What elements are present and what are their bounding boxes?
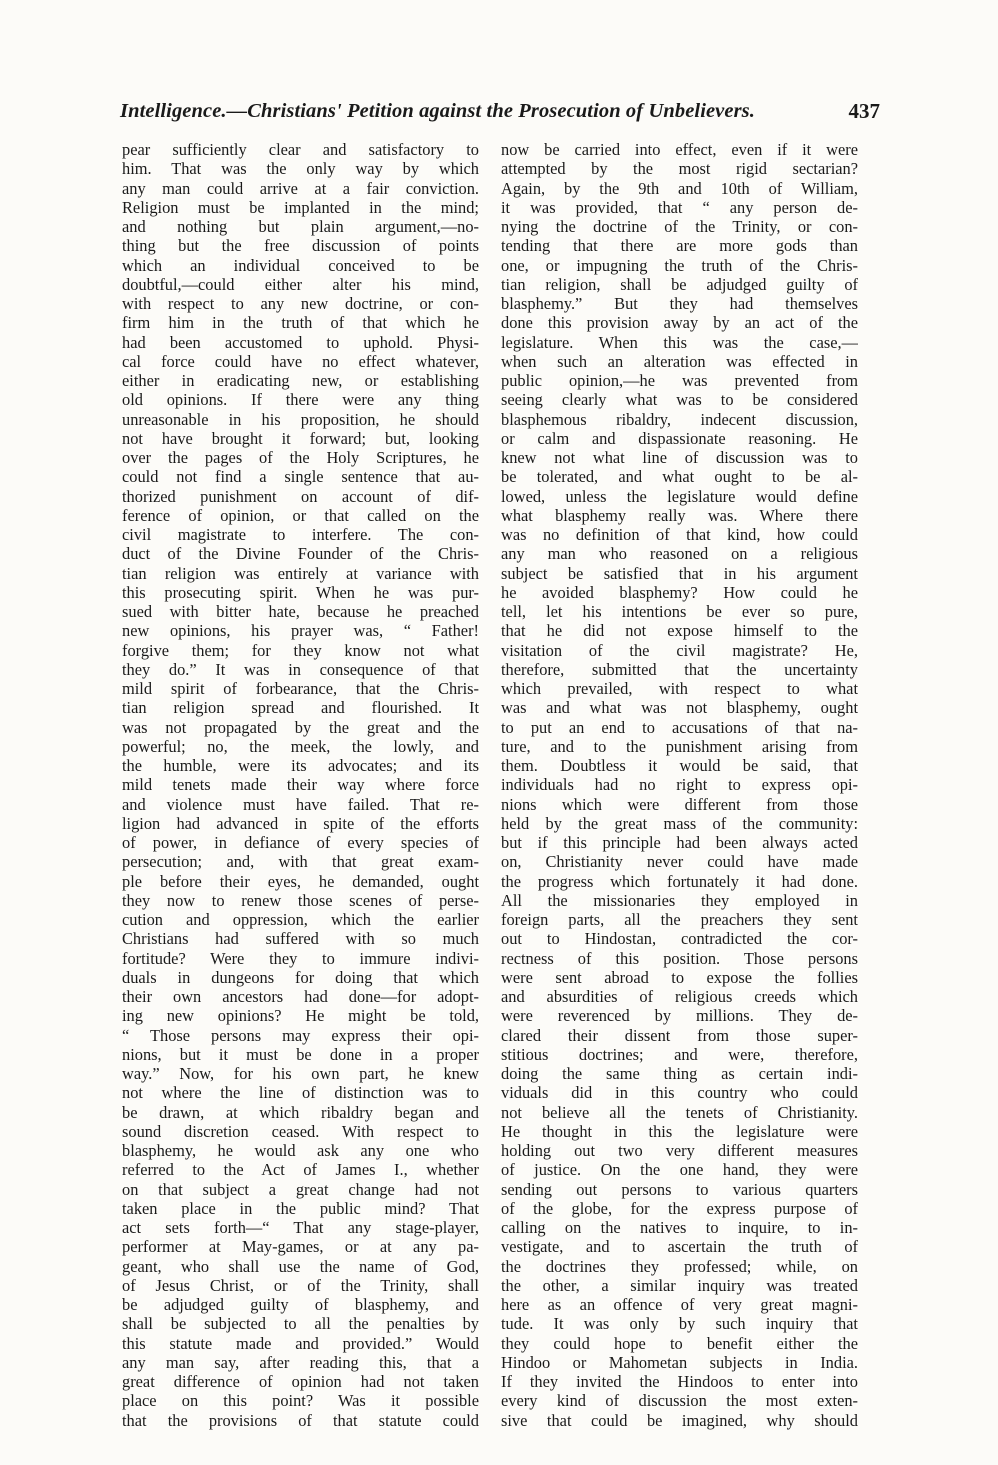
text-line: and violence must have failed. That re- [122,794,479,814]
text-line: blasphemous ribaldry, indecent discussion, [501,409,858,429]
text-line: here as an offence of very great magni- [501,1295,858,1314]
text-line: out to Hindostan, contradicted the cor- [501,929,858,949]
text-line: shall be subjected to all the penalties by [122,1314,479,1334]
text-line: had been accustomed to uphold. Physi- [122,332,479,352]
text-line: tian religion was entirely at variance with [122,563,479,583]
text-line: was and what was not blasphemy, ought [501,698,858,718]
text-line: ing new opinions? He might be told, [122,1006,479,1026]
text-line: viduals did in this country who could [501,1083,858,1103]
text-line: doing the same thing as certain indi- [501,1064,858,1083]
text-line: sending out persons to various quarters [501,1179,858,1199]
text-line: calling on the natives to inquire, to in- [501,1218,858,1237]
text-line: were sent abroad to expose the follies [501,967,858,987]
text-line: ple before their eyes, he demanded, ought [122,871,479,891]
text-line: which prevailed, with respect to what [501,679,858,698]
text-line: with respect to any new doctrine, or con- [122,294,479,313]
text-line: “ Those persons may express their opi- [122,1025,479,1045]
text-line: performer at May-games, or at any pa- [122,1237,479,1257]
left-column [122,140,479,1430]
text-line: blasphemy, he would ask any one who [122,1141,479,1160]
text-line: Again, by the 9th and 10th of William, [501,178,858,198]
text-line: visitation of the civil magistrate? He, [501,640,858,660]
text-line: of Jesus Christ, or of the Trinity, shall [122,1275,479,1295]
text-line: seeing clearly what was to be considered [501,390,858,410]
text-line: be drawn, at which ribaldry began and [122,1102,479,1122]
text-line: was no definition of that kind, how could [501,525,858,544]
text-line: All the missionaries they employed in [501,890,858,910]
text-line: old opinions. If there were any thing [122,390,479,410]
text-line: were reverenced by millions. They de- [501,1006,858,1026]
text-line: subject be satisfied that in his argument [501,563,858,583]
text-line: tell, let his intentions be ever so pure, [501,602,858,621]
text-line: not where the line of distinction was to [122,1083,479,1103]
text-line: unreasonable in his proposition, he should [122,409,479,429]
text-line: the progress which fortunately it had done. [501,871,858,891]
text-line: new opinions, his prayer was, “ Father! [122,621,479,641]
text-line: ference of opinion, or that called on the [122,505,479,525]
text-line: over the pages of the Holy Scriptures, he [122,448,479,467]
text-line: held by the great mass of the community: [501,813,858,833]
text-line: He thought in this the legislature were [501,1121,858,1141]
text-line: not have brought it forward; but, looking [122,428,479,448]
text-line: that he did not expose himself to the [501,621,858,641]
text-line: mild spirit of forbearance, that the Chris- [122,679,479,698]
text-line: they now to renew those scenes of perse- [122,890,479,910]
text-line: holding out two very different measures [501,1141,858,1160]
text-line: individuals had no right to express opi- [501,775,858,795]
text-line: therefore, submitted that the uncertainty [501,659,858,679]
text-line: this prosecuting spirit. When he was pur- [122,582,479,602]
text-line: when such an alteration was effected in [501,351,858,371]
text-line: sued with bitter hate, because he preached [122,602,479,621]
text-line: nions, but it must be done in a proper [122,1044,479,1064]
text-line: not believe all the tenets of Christianity. [501,1102,858,1122]
text-line: every kind of discussion the most exten- [501,1391,858,1411]
text-line: that the provisions of that statute could [122,1410,479,1430]
running-header [120,88,880,128]
text-line: fortitude? Were they to immure indivi- [122,948,479,968]
text-line: foreign parts, all the preachers they sent [501,910,858,929]
text-line: now be carried into effect, even if it were [501,140,858,159]
text-line: mild tenets made their way where force [122,775,479,795]
text-line: thing but the free discussion of points [122,236,479,256]
text-line: way.” Now, for his own part, he knew [122,1064,479,1083]
text-line: stitious doctrines; and were, therefore, [501,1044,858,1064]
running-head-title: Intelligence.—Christians' Petition against the Prosecution of Unbelievers. [120,100,755,122]
text-line: firm him in the truth of that which he [122,313,479,333]
text-line: nying the doctrine of the Trinity, or con- [501,217,858,236]
text-line: them. Doubtless it would be said, that [501,756,858,775]
text-line: be tolerated, and what ought to be al- [501,467,858,487]
text-line: vestigate, and to ascertain the truth of [501,1237,858,1257]
text-line: tian religion spread and flourished. It [122,698,479,718]
text-line: any man say, after reading this, that a [122,1352,479,1372]
text-line: referred to the Act of James I., whether [122,1160,479,1180]
text-line: tude. It was only by such inquiry that [501,1314,858,1334]
text-line: pear sufficiently clear and satisfactory to [122,140,479,159]
text-line: it was provided, that “ any person de- [501,197,858,217]
text-line: knew not what line of discussion was to [501,448,858,467]
text-line: the other, a similar inquiry was treated [501,1275,858,1295]
text-line: the humble, were its advocates; and its [122,756,479,775]
text-line: taken place in the public mind? That [122,1198,479,1218]
text-line: lowed, unless the legislature would define [501,486,858,506]
text-line: great difference of opinion had not taken [122,1372,479,1391]
text-line: legislature. When this was the case,— [501,332,858,352]
page-number: 437 [848,99,880,123]
text-line: was not propagated by the great and the [122,717,479,737]
text-line: or calm and dispassionate reasoning. He [501,428,858,448]
text-line: either in eradicating new, or establishing [122,371,479,390]
text-line: him. That was the only way by which [122,159,479,179]
text-line: and nothing but plain argument,—no- [122,217,479,236]
text-line: they do.” It was in consequence of that [122,659,479,679]
text-line: done this provision away by an act of the [501,313,858,333]
text-line: powerful; no, the meek, the lowly, and [122,736,479,756]
text-line: any man could arrive at a fair conviction. [122,178,479,198]
text-line: Religion must be implanted in the mind; [122,197,479,217]
text-line: civil magistrate to interfere. The con- [122,525,479,544]
text-line: their own ancestors had done—for adopt- [122,987,479,1006]
text-line: sound discretion ceased. With respect to [122,1121,479,1141]
text-line: he avoided blasphemy? How could he [501,582,858,602]
text-line: doubtful,—could either alter his mind, [122,274,479,294]
text-line: of the globe, for the express purpose of [501,1198,858,1218]
text-line: any man who reasoned on a religious [501,544,858,564]
text-line: but if this principle had been always acted [501,833,858,852]
text-line: place on this point? Was it possible [122,1391,479,1411]
text-line: on that subject a great change had not [122,1179,479,1199]
text-line: to put an end to accusations of that na- [501,717,858,737]
text-line: act sets forth—“ That any stage-player, [122,1218,479,1237]
text-line: public opinion,—he was prevented from [501,371,858,390]
text-line: they could hope to benefit either the [501,1333,858,1353]
text-line: duals in dungeons for doing that which [122,967,479,987]
text-line: which an individual conceived to be [122,255,479,275]
text-line: geant, who shall use the name of God, [122,1256,479,1276]
text-line: one, or impugning the truth of the Chris- [501,255,858,275]
text-line: sive that could be imagined, why should [501,1410,858,1430]
text-line: tending that there are more gods than [501,236,858,256]
text-line: Christians had suffered with so much [122,929,479,949]
text-line: thorized punishment on account of dif- [122,486,479,506]
text-line: clared their dissent from those super- [501,1025,858,1045]
text-line: the doctrines they professed; while, on [501,1256,858,1276]
text-line: nions which were different from those [501,794,858,814]
text-line: be adjudged guilty of blasphemy, and [122,1295,479,1314]
right-column [501,140,858,1430]
text-line: on, Christianity never could have made [501,852,858,872]
text-line: If they invited the Hindoos to enter into [501,1372,858,1391]
text-line: rectness of this position. Those persons [501,948,858,968]
text-line: attempted by the most rigid sectarian? [501,159,858,179]
text-line: could not find a single sentence that au- [122,467,479,487]
text-line: duct of the Divine Founder of the Chris- [122,544,479,564]
text-line: of power, in defiance of every species of [122,833,479,852]
text-line: tian religion, shall be adjudged guilty of [501,274,858,294]
text-line: ture, and to the punishment arising from [501,736,858,756]
text-line: this statute made and provided.” Would [122,1333,479,1353]
text-line: forgive them; for they know not what [122,640,479,660]
text-line: cution and oppression, which the earlier [122,910,479,929]
text-line: what blasphemy really was. Where there [501,505,858,525]
text-line: of justice. On the one hand, they were [501,1160,858,1180]
text-line: and absurdities of religious creeds which [501,987,858,1006]
text-line: Hindoo or Mahometan subjects in India. [501,1352,858,1372]
text-line: blasphemy.” But they had themselves [501,294,858,313]
text-line: ligion had advanced in spite of the efforts [122,813,479,833]
text-line: persecution; and, with that great exam- [122,852,479,872]
text-line: cal force could have no effect whatever, [122,351,479,371]
